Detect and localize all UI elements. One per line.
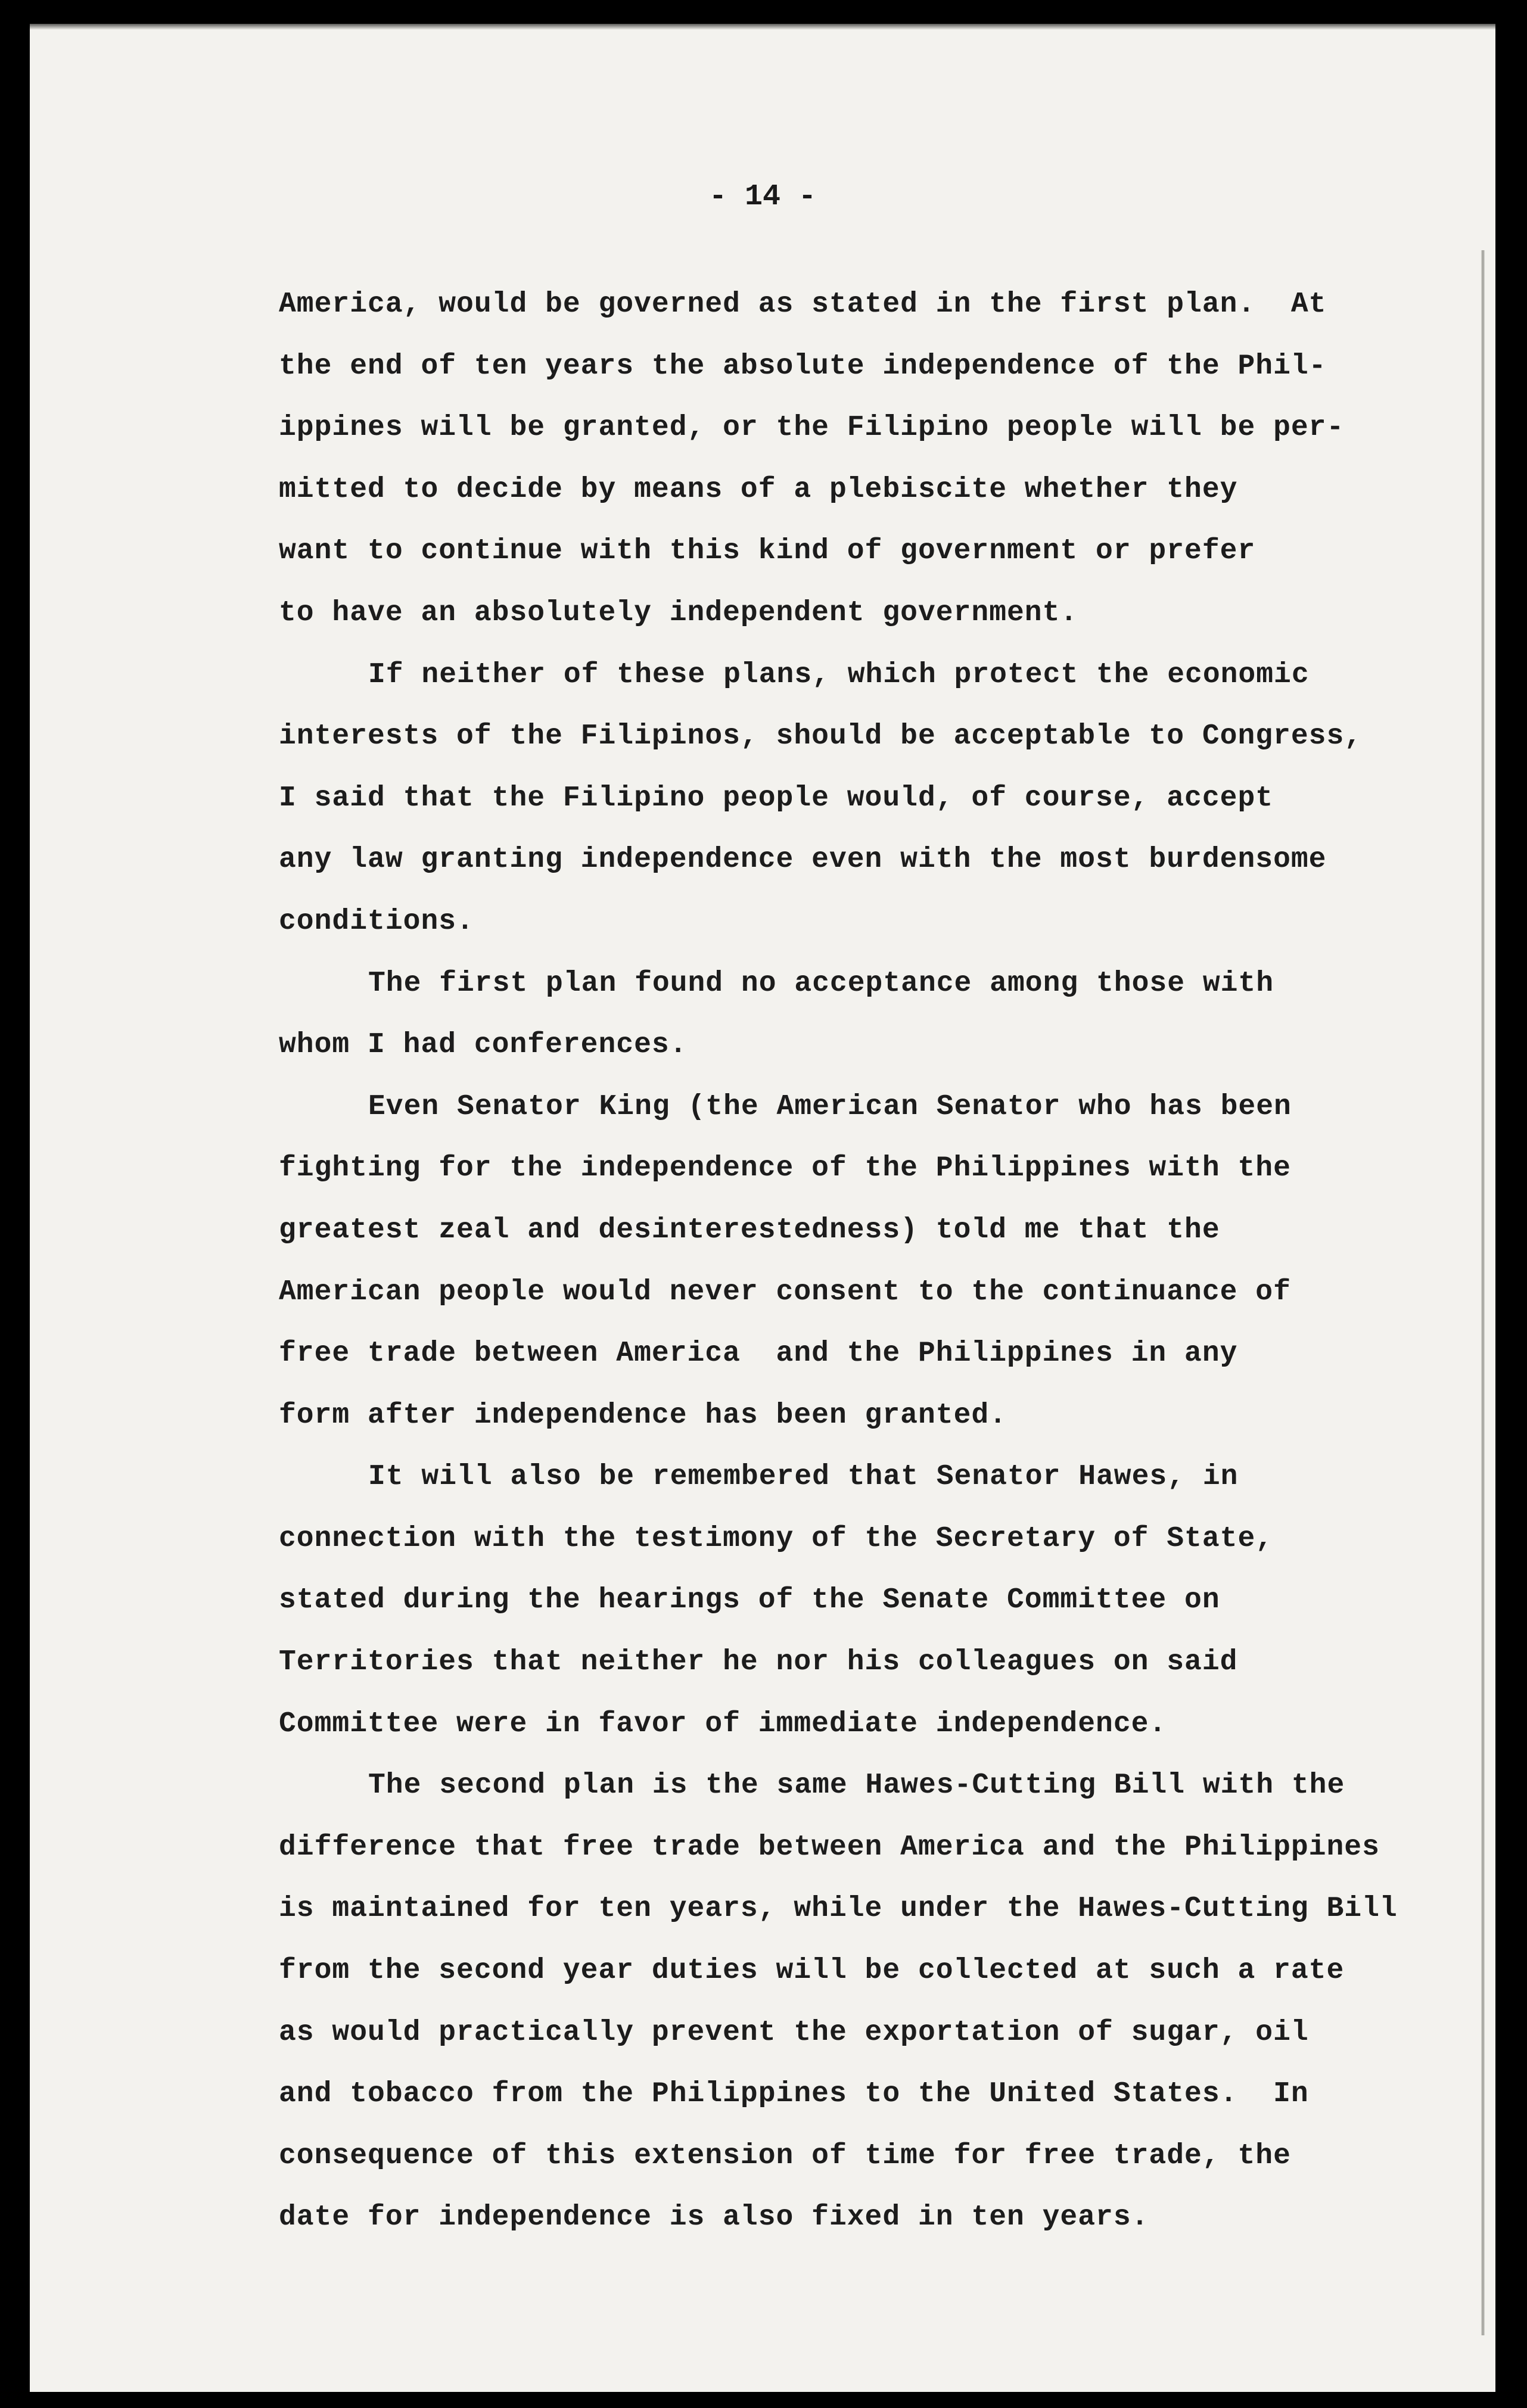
text-line: greatest zeal and desinterestedness) told me that the [279, 1214, 1220, 1246]
text-line: stated during the hearings of the Senate Committee on [279, 1584, 1220, 1617]
page-number: - 14 - [708, 180, 817, 214]
text-line: Committee were in favor of immediate independence. [279, 1707, 1167, 1740]
text-line: America, would be governed as stated in the first plan. At [279, 288, 1327, 321]
text-line: I said that the Filipino people would, of course, accept [279, 782, 1274, 814]
text-line: is maintained for ten years, while under the Hawes-Cutting Bill [279, 1893, 1398, 1925]
text-line: to have an absolutely independent government. [279, 596, 1078, 629]
text-line: any law granting independence even with the most burdensome [279, 844, 1327, 876]
text-line: Even Senator King (the American Senator who has been [368, 1090, 1292, 1123]
text-line: as would practically prevent the exportation of sugar, oil [279, 2016, 1309, 2049]
text-line: interests of the Filipinos, should be acceptable to Congress, [279, 720, 1363, 753]
text-line: American people would never consent to the continuance of [279, 1275, 1291, 1308]
text-line: want to continue with this kind of government or prefer [279, 535, 1256, 568]
page-top-edge [30, 24, 1495, 30]
text-line: form after independence has been granted. [279, 1399, 1007, 1432]
text-line: date for independence is also fixed in ten years. [279, 2201, 1149, 2234]
text-line: ippines will be granted, or the Filipino people will be per- [279, 412, 1345, 444]
text-line: and tobacco from the Philippines to the United States. In [279, 2078, 1309, 2111]
text-line: free trade between America and the Philippines in any [279, 1337, 1238, 1370]
typed-text-body [279, 274, 1482, 2249]
text-line: conditions. [279, 905, 474, 938]
text-line: Territories that neither he nor his colleagues on said [279, 1646, 1238, 1679]
text-line: connection with the testimony of the Secretary of State, [279, 1522, 1274, 1555]
text-line: from the second year duties will be collected at such a rate [279, 1955, 1345, 1987]
text-line: It will also be remembered that Senator Hawes, in [368, 1461, 1239, 1494]
text-line: The second plan is the same Hawes-Cutting Bill with the [368, 1769, 1345, 1802]
text-line: If neither of these plans, which protect the economic [368, 658, 1310, 691]
text-line: fighting for the independence of the Philippines with the [279, 1152, 1291, 1185]
text-line: The first plan found no acceptance among those with [368, 967, 1274, 1000]
text-line: difference that free trade between America and the Philippines [279, 1831, 1380, 1863]
text-line: consequence of this extension of time for free trade, the [279, 2139, 1291, 2172]
text-line: mitted to decide by means of a plebiscite whether they [279, 473, 1238, 506]
text-line: the end of ten years the absolute independence of the Phil- [279, 350, 1327, 382]
text-line: whom I had conferences. [279, 1029, 688, 1062]
document-page [30, 24, 1495, 2392]
